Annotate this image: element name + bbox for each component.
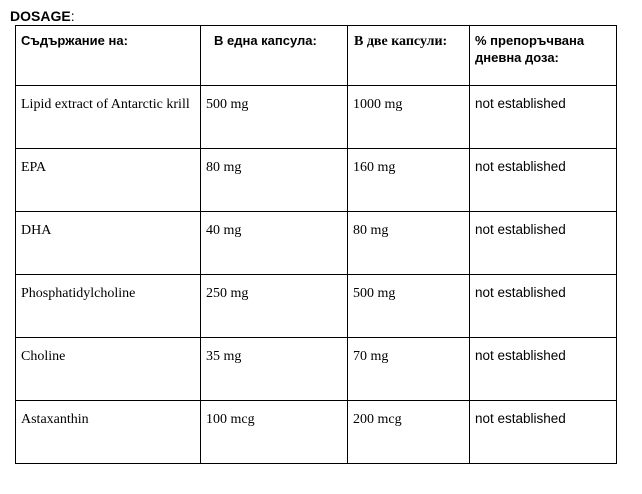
one-capsule-cell [201, 212, 348, 275]
two-capsules-cell [348, 338, 470, 401]
one-capsule-cell [201, 401, 348, 464]
two-capsules-cell [348, 275, 470, 338]
table-row [16, 275, 617, 338]
header-one-capsule [201, 26, 348, 86]
dosage-heading-label: DOSAGE [10, 8, 71, 24]
header-daily-value-text: % препоръчвана дневна доза: [475, 33, 585, 65]
table-header-row [16, 26, 617, 86]
one-capsule-cell [201, 275, 348, 338]
two-capsules-value: 1000 mg [353, 97, 403, 112]
two-capsules-value: 80 mg [353, 223, 389, 238]
ingredient-name: Phosphatidylcholine [21, 286, 136, 301]
one-capsule-value: 500 mg [206, 97, 249, 112]
two-capsules-value: 160 mg [353, 160, 396, 175]
one-capsule-value: 100 mcg [206, 412, 255, 427]
one-capsule-value: 35 mg [206, 349, 242, 364]
ingredient-name: Choline [21, 349, 66, 364]
daily-value-text: not established [475, 96, 566, 111]
table-row [16, 338, 617, 401]
table-row [16, 401, 617, 464]
daily-value-text: not established [475, 285, 566, 300]
two-capsules-cell [348, 86, 470, 149]
daily-value-cell [470, 149, 617, 212]
daily-value-cell [470, 86, 617, 149]
two-capsules-cell [348, 212, 470, 275]
ingredient-cell [16, 86, 201, 149]
table-row [16, 149, 617, 212]
header-daily-value [470, 26, 617, 86]
ingredient-cell [16, 401, 201, 464]
ingredient-name: Lipid extract of Antarctic krill [21, 97, 190, 112]
ingredient-cell [16, 275, 201, 338]
ingredient-cell [16, 338, 201, 401]
header-one-capsule-text: В една капсула: [214, 33, 317, 48]
table-row [16, 212, 617, 275]
header-two-capsules [348, 26, 470, 86]
daily-value-cell [470, 212, 617, 275]
daily-value-text: not established [475, 222, 566, 237]
one-capsule-value: 40 mg [206, 223, 242, 238]
one-capsule-value: 80 mg [206, 160, 242, 175]
dosage-heading-colon: : [70, 8, 75, 24]
dosage-table [15, 25, 617, 464]
ingredient-name: DHA [21, 223, 52, 238]
one-capsule-cell [201, 338, 348, 401]
two-capsules-cell [348, 149, 470, 212]
table-row [16, 86, 617, 149]
daily-value-text: not established [475, 411, 566, 426]
ingredient-name: Astaxanthin [21, 412, 89, 427]
ingredient-cell [16, 212, 201, 275]
header-content-text: Съдържание на: [21, 33, 128, 48]
one-capsule-cell [201, 149, 348, 212]
one-capsule-value: 250 mg [206, 286, 249, 301]
daily-value-cell [470, 338, 617, 401]
daily-value-text: not established [475, 159, 566, 174]
header-two-capsules-text: В две капсули: [354, 34, 448, 49]
ingredient-cell [16, 149, 201, 212]
ingredient-name: EPA [21, 160, 47, 175]
dosage-heading [10, 7, 75, 25]
header-content [16, 26, 201, 86]
two-capsules-value: 500 mg [353, 286, 396, 301]
daily-value-cell [470, 401, 617, 464]
two-capsules-value: 70 mg [353, 349, 389, 364]
two-capsules-value: 200 mcg [353, 412, 402, 427]
daily-value-text: not established [475, 348, 566, 363]
one-capsule-cell [201, 86, 348, 149]
daily-value-cell [470, 275, 617, 338]
two-capsules-cell [348, 401, 470, 464]
